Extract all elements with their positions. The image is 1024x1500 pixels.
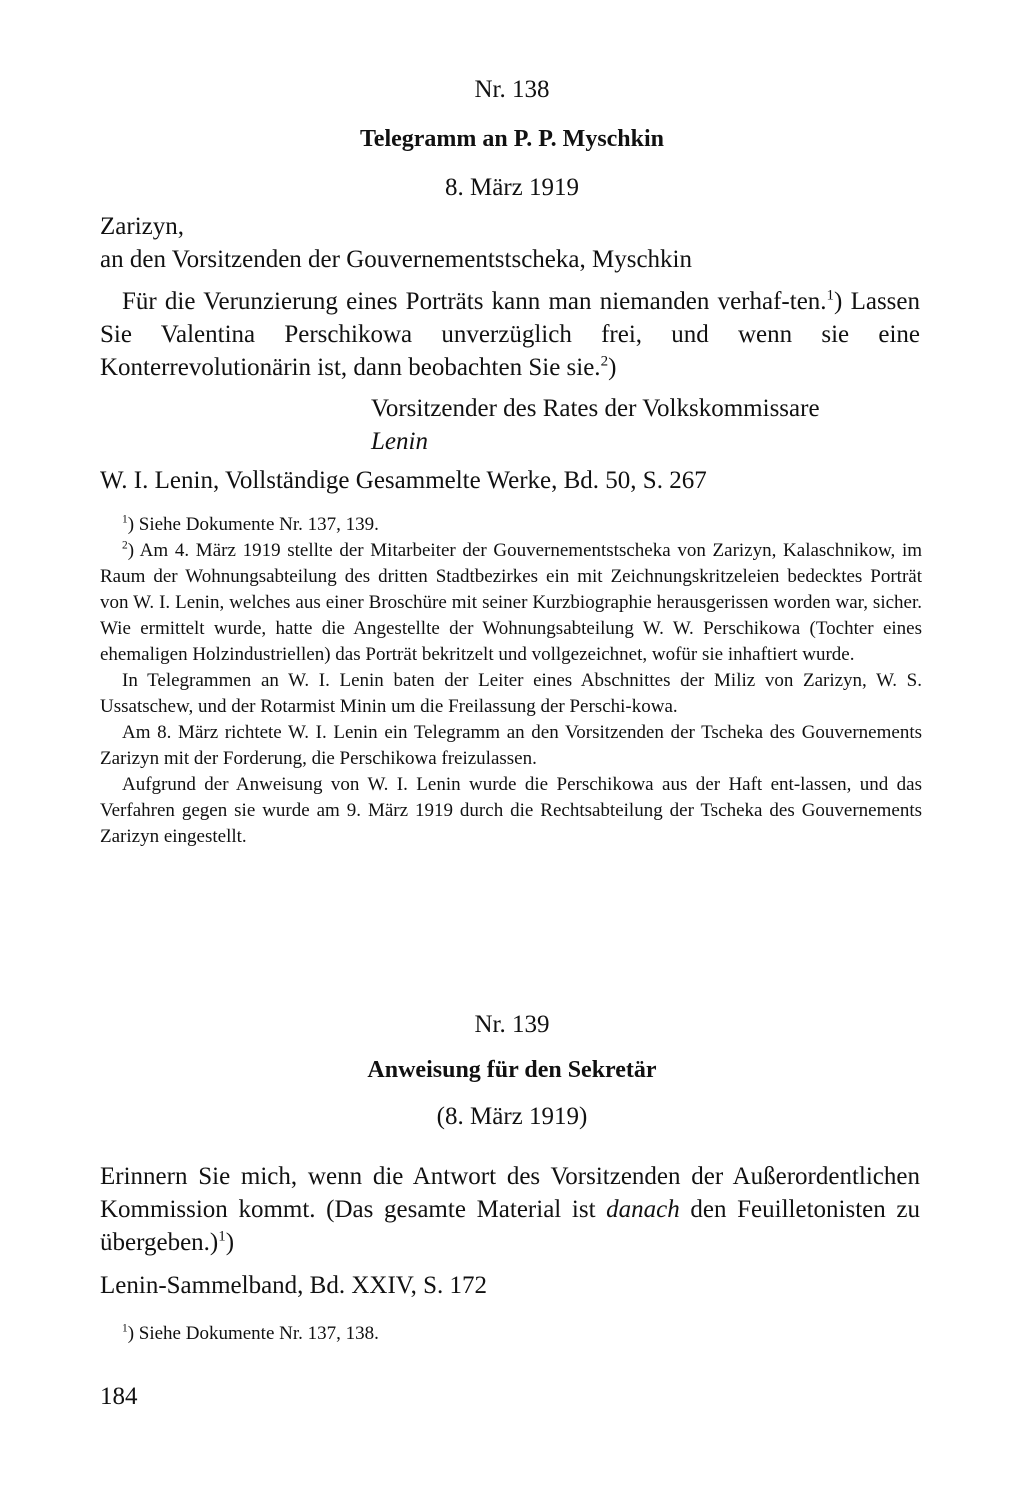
doc138-text-part3: ) xyxy=(608,354,617,381)
doc138-footnote-2-mark: 2 xyxy=(122,539,128,552)
doc139-date: (8. März 1919) xyxy=(436,1103,588,1130)
doc138-signature-name: Lenin xyxy=(371,428,428,455)
doc138-date: 8. März 1919 xyxy=(445,174,579,201)
doc138-signature xyxy=(371,392,931,458)
doc138-number: Nr. 138 xyxy=(474,76,550,103)
doc138-telegram-text xyxy=(100,285,920,384)
doc138-address-line1: Zarizyn, xyxy=(100,213,184,240)
doc138-source: W. I. Lenin, Vollständige Gesammelte Werke, Bd. 50, S. 267 xyxy=(100,467,707,494)
doc139-footnote-1: $^1$) Siehe Dokumente Nr. 137, 138. xyxy=(122,1322,379,1344)
doc139-footnotes xyxy=(100,1321,922,1347)
doc138-footnote-2-para4: Aufgrund der Anweisung von W. I. Lenin wurde die Perschikowa aus der Haft ent-lassen, und das Verfahren gegen sie wurde am 9. März 1919 durch die Rechtsabteilung der Tscheka des Gouvernements Zarizyn eingestellt. xyxy=(100,774,922,847)
doc139-text-part3: ) xyxy=(225,1229,235,1256)
doc138-text-footnote2-marker: 2 xyxy=(600,353,609,370)
doc138-footnote-1-mark: 1 xyxy=(122,513,128,526)
doc138-text-footnote1-marker: 1 xyxy=(826,287,835,304)
doc139-footnote-1-mark: 1 xyxy=(122,1322,128,1335)
doc138-text-part2: ) Lassen Sie Valentina Perschikowa unverzüglich frei, und wenn sie eine Konterrevolutionärin ist, dann beobachten Sie sie. xyxy=(100,288,920,381)
doc138-footnote-2: $^2$) Am 4. März 1919 stellte der Mitarbeiter der Gouvernementstscheka von Zarizyn, Kalaschnikow, im Raum der Wohnungsabteilung des dritten Stadtbezirkes ein mit Zeichnungskritzeleien bedecktes Porträt von W. I. Lenin, welches aus einer Broschüre mit seiner Kurzbiographie herausgerissen worden war, sicher. Wie ermittelt wurde, hatte die Angestellte der Wohnungsabteilung W. W. Perschikowa (Tochter eines ehemaligen Holzindustriellen) das Porträt bekritzelt und vollgezeichnet, wofür sie inhaftiert wurde. xyxy=(100,539,922,665)
doc138-signature-title: Vorsitzender des Rates der Volkskommissare xyxy=(371,395,820,422)
doc138-address-line2: an den Vorsitzenden der Gouvernementstscheka, Myschkin xyxy=(100,246,692,273)
doc139-title: Anweisung für den Sekretär xyxy=(367,1057,657,1083)
doc139-text-part2: den Feuilletonisten zu übergeben.) xyxy=(100,1196,920,1256)
doc139-text-footnote1-marker: 1 xyxy=(218,1228,226,1245)
doc139-number: Nr. 139 xyxy=(474,1011,550,1038)
doc139-source: Lenin-Sammelband, Bd. XXIV, S. 172 xyxy=(100,1272,488,1299)
doc139-text-italic: danach xyxy=(606,1196,680,1223)
doc138-footnote-2-para2: In Telegrammen an W. I. Lenin baten der Leiter eines Abschnittes der Miliz von Zarizyn, W. S. Ussatschew, und der Rotarmist Minin um die Freilassung der Perschi-kowa. xyxy=(100,670,922,717)
doc139-instruction-text xyxy=(100,1160,920,1259)
doc138-text-part1: Für die Verunzierung eines Porträts kann man niemanden verhaf-ten. xyxy=(122,288,827,315)
doc138-footnotes xyxy=(100,512,922,850)
doc138-footnote-2-para3: Am 8. März richtete W. I. Lenin ein Telegramm an den Vorsitzenden der Tscheka des Gouvernements Zarizyn mit der Forderung, die Perschikowa freizulassen. xyxy=(100,722,922,769)
doc138-title: Telegramm an P. P. Myschkin xyxy=(359,126,665,152)
page-number: 184 xyxy=(100,1383,138,1410)
doc138-address xyxy=(100,210,922,276)
doc139-text-part1: Erinnern Sie mich, wenn die Antwort des Vorsitzenden der Außerordentlichen Kommission kommt. (Das gesamte Material ist xyxy=(100,1163,920,1223)
doc138-footnote-1: $^1$) Siehe Dokumente Nr. 137, 139. xyxy=(122,513,379,535)
